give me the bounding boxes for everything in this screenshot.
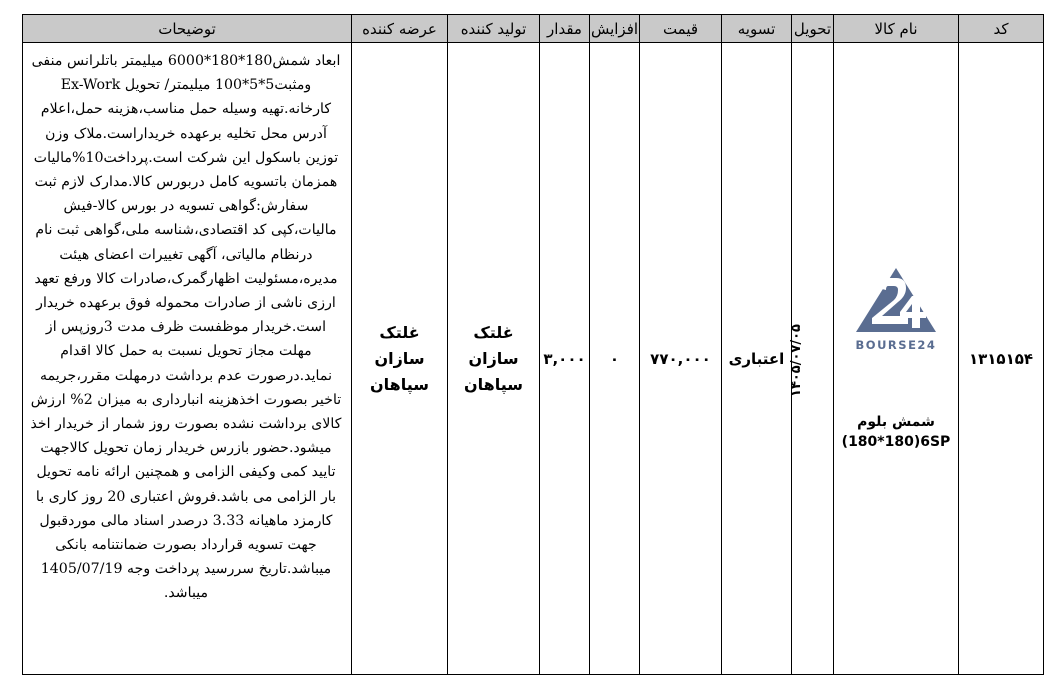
settlement-value: اعتباری	[728, 349, 785, 368]
bourse24-logo-graphic	[848, 266, 944, 352]
header-quantity: مقدار	[540, 15, 590, 43]
header-supplier: عرضه کننده	[352, 15, 448, 43]
supplier-name-line1: غلتک سازان	[374, 322, 425, 368]
cell-increase	[590, 43, 640, 675]
header-product: نام کالا	[834, 15, 959, 43]
producer-name-line1: غلتک سازان	[468, 322, 519, 368]
increase-value: ۰	[609, 349, 620, 368]
header-description: توضیحات	[23, 15, 352, 43]
bourse24-logo-icon	[834, 266, 958, 352]
cell-quantity	[540, 43, 590, 675]
cell-code	[959, 43, 1044, 675]
header-increase: افزایش	[590, 15, 640, 43]
cell-producer	[448, 43, 540, 675]
header-code: کد	[959, 15, 1044, 43]
header-producer: تولید کننده	[448, 15, 540, 43]
header-delivery: تحویل	[792, 15, 834, 43]
cell-description	[23, 43, 352, 675]
code-value: ۱۳۱۵۱۵۴	[968, 349, 1034, 368]
cell-delivery	[789, 43, 834, 675]
producer-name-line2: سپاهان	[463, 374, 524, 394]
price-value: ۷۷۰,۰۰۰	[650, 349, 711, 368]
supplier-name-line2: سپاهان	[369, 374, 430, 394]
header-price: قیمت	[640, 15, 722, 43]
cell-price	[640, 43, 722, 675]
description-text: ابعاد شمش180*180*6000 میلیمتر باتلرانس منفی ومثبت5*5*100 میلیمتر/ تحویل Ex-Work کارخانه.تهیه وسیله حمل مناسب،هزینه حمل،اعلام آدرس محل تخلیه برعهده خریداراست.ملاک وزن توزین باسکول این شرکت است.پرداخت10%مالیات همزمان باتسویه کامل دربورس کالا.مدارک لازم ثبت سفارش:گواهی تسویه در بورس کالا-فیش مالیات،کپی کد اقتصادی،شناسه ملی،گواهی ثبت نام درنظام مالیاتی، آگهی تغییرات اعضای هیئت مدیره،مسئولیت اظهارگمرک،صادرات کالا ورفع تعهد ارزی ناشی از صادرات محموله فوق برعهده خریدار است.خریدار موظفست ظرف مدت 3روزپس از مهلت مجاز تحویل نسبت به حمل کالا اقدام نماید.درصورت عدم برداشت درمهلت مقرر،جریمه تاخیر بصورت اخذهزینه انبارداری به میزان 2% ارزش کالای برداشت نشده بصورت روز شمار از خریدار اخذ میشود.حضور بازرس خریدار زمان تحویل کالاجهت تایید کمی وکیفی الزامی و همچنین ارائه نامه تحویل بار الزامی می باشد.فروش اعتباری 20 روز کاری با کارمزد ماهیانه 3.33 درصدر اسناد مالی موردقبول جهت تسویه قرارداد بصورت ضمانتنامه بانکی میباشد.تاریخ سررسید پرداخت وجه 1405/07/19 میباشد.	[30, 53, 342, 602]
product-spec: (180*180)6SP	[841, 433, 951, 450]
quantity-value: ۳,۰۰۰	[543, 349, 586, 368]
offer-table	[22, 14, 1044, 675]
header-row	[23, 15, 1044, 43]
header-settlement: تسویه	[722, 15, 792, 43]
cell-product	[834, 43, 959, 675]
cell-supplier	[352, 43, 448, 675]
delivery-date: ۱۴۰۵/۰۷/۰۵	[789, 323, 805, 397]
table-row	[23, 43, 1044, 675]
product-name: شمش بلوم	[857, 413, 935, 430]
logo-text: BOURSE24	[855, 337, 937, 352]
